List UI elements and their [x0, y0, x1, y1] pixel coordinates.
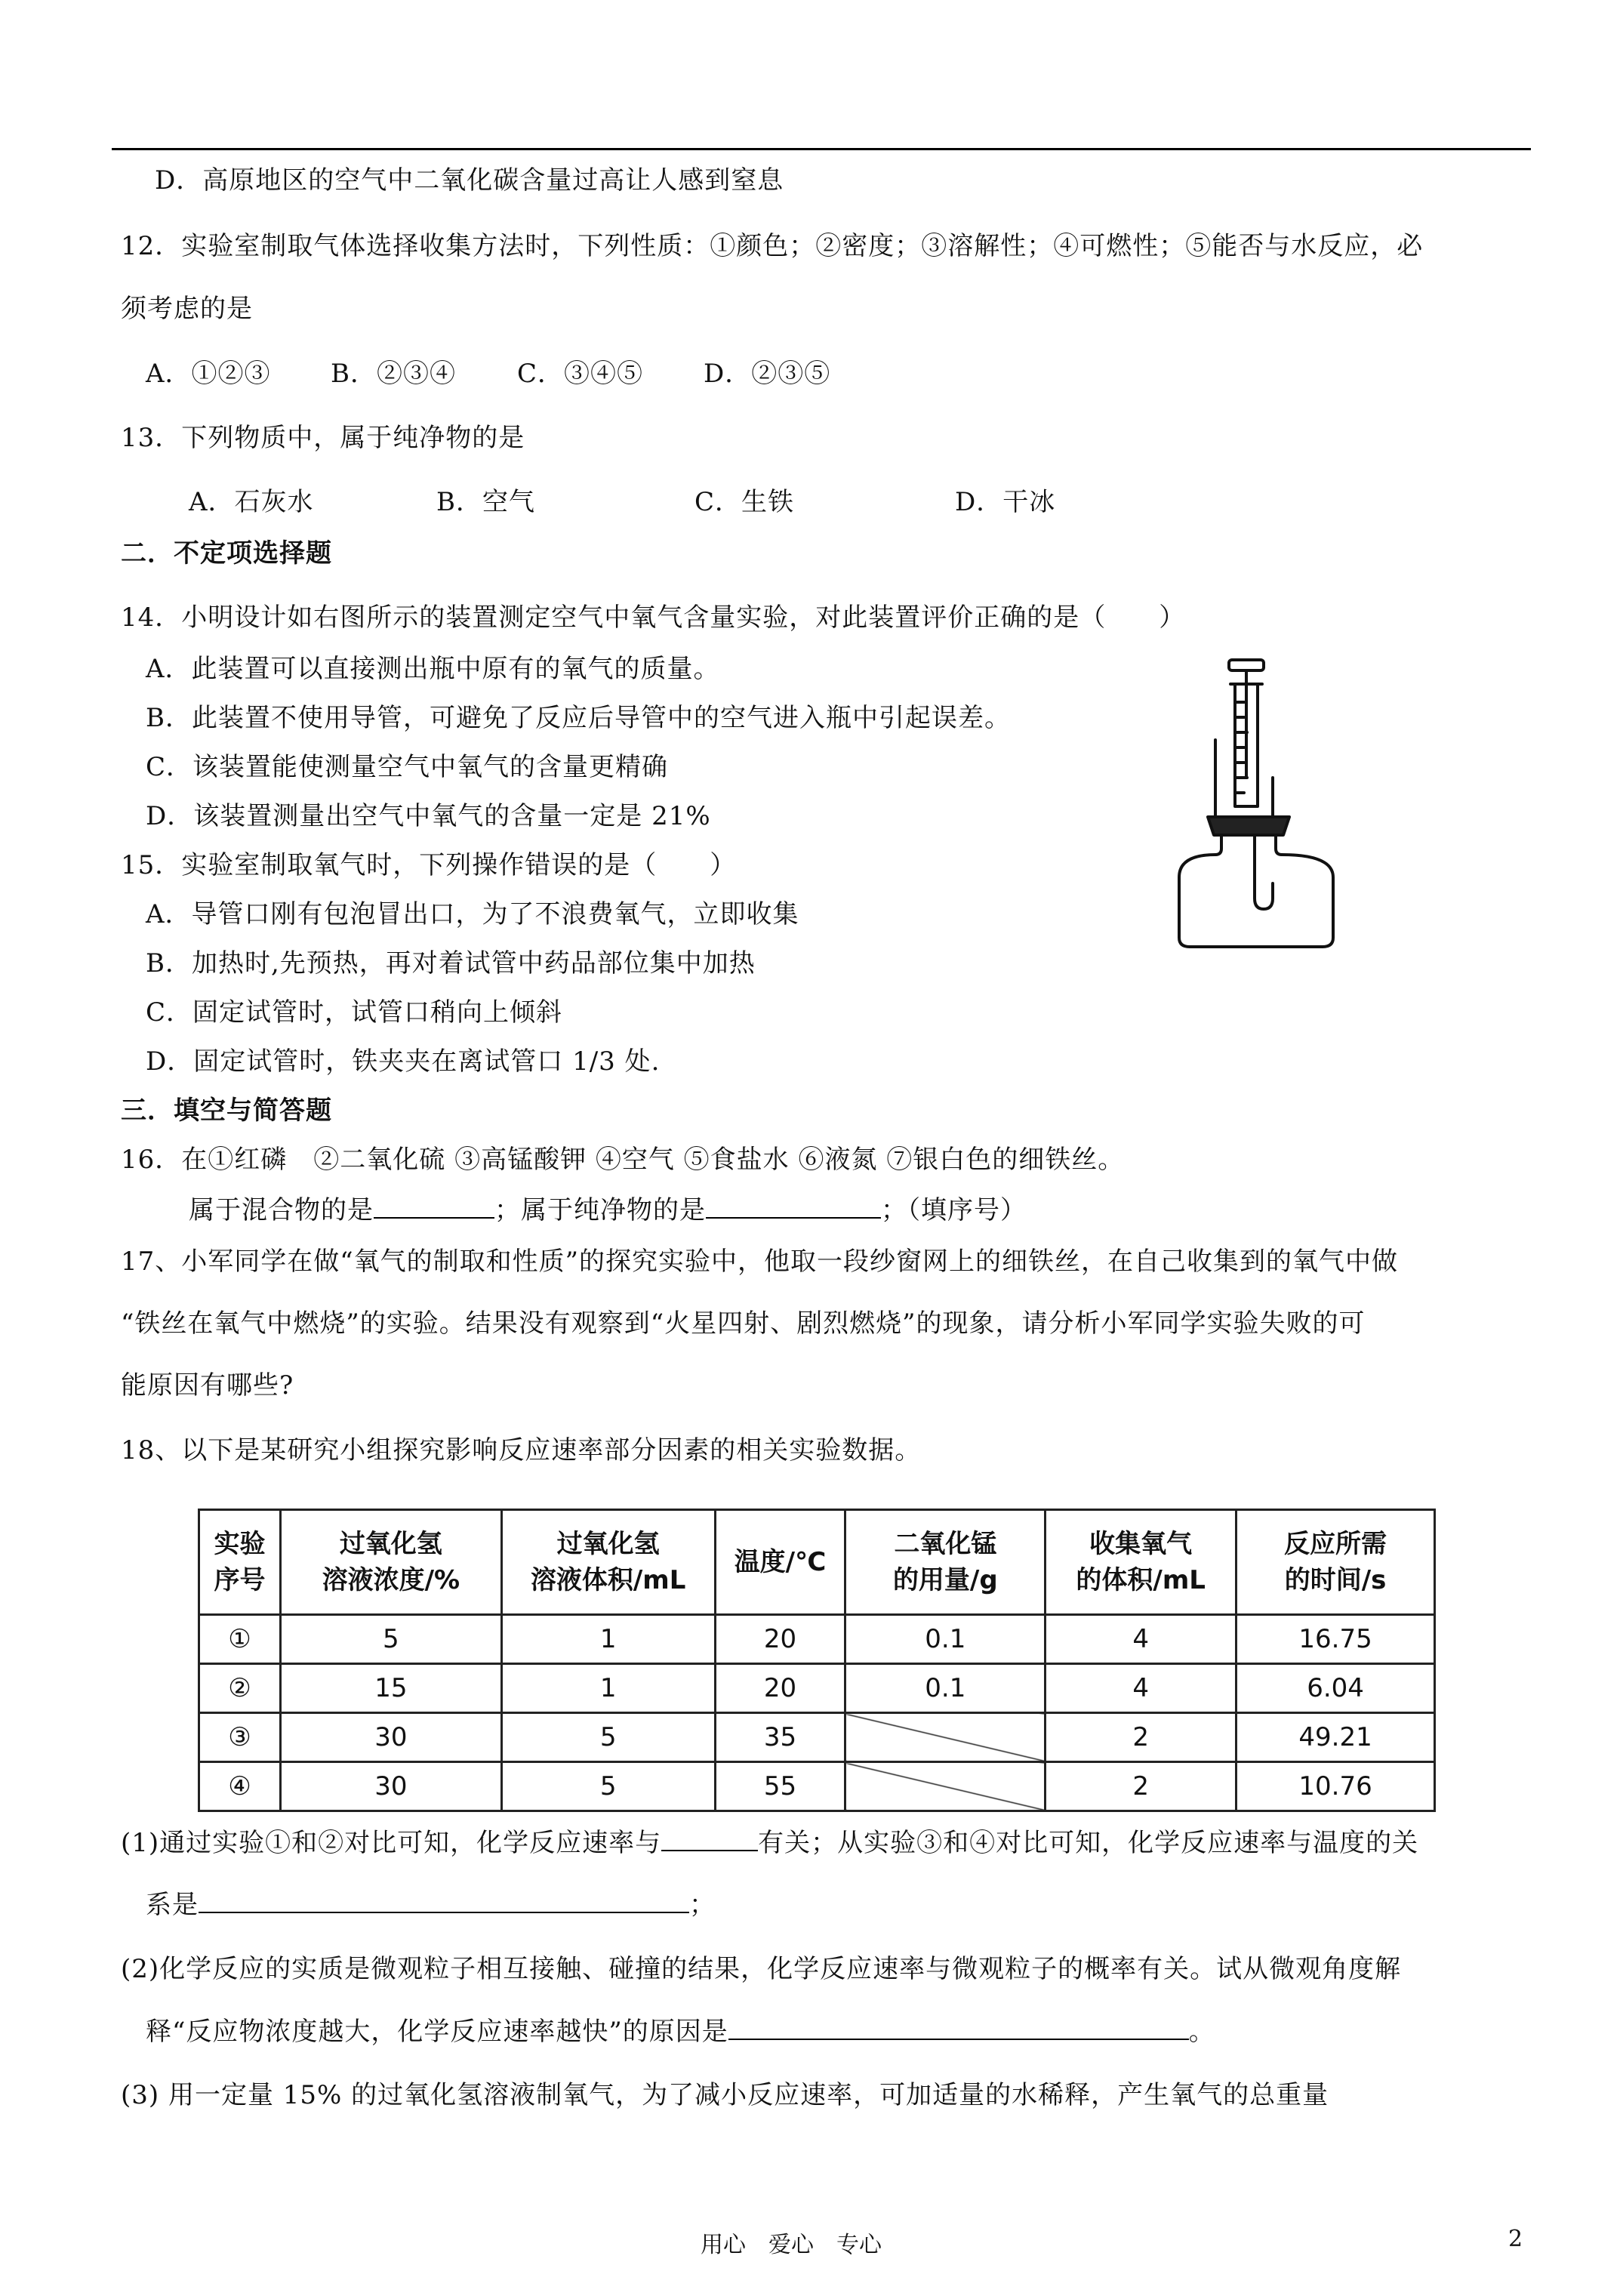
table-cell: 4	[1046, 1664, 1236, 1713]
table-cell: 30	[280, 1713, 501, 1762]
q16-mixture-blank[interactable]	[374, 1194, 494, 1219]
q18-part1-text-a: (1)通过实验①和②对比可知，化学反应速率与	[121, 1828, 662, 1858]
q16-pure-label: ；属于纯净物的是	[494, 1195, 706, 1225]
table-cell: 5	[501, 1713, 715, 1762]
table-cell: 5	[501, 1762, 715, 1811]
q18-part1-text-b: 有关；从实验③和④对比可知，化学反应速率与温度的关	[758, 1828, 1419, 1858]
q14-stem: 14．小明设计如右图所示的装置测定空气中氧气含量实验，对此装置评价正确的是（ ）	[121, 603, 1186, 633]
header-cell: 收集氧气 的体积/mL	[1046, 1510, 1236, 1615]
table-cell: 1	[501, 1615, 715, 1664]
header-cell: 过氧化氢 溶液浓度/%	[280, 1510, 501, 1615]
q17-line1: 17、小军同学在做“氧气的制取和性质”的探究实验中，他取一段纱窗网上的细铁丝，在自己收集到的氧气中做	[121, 1247, 1399, 1277]
q17-line2: “铁丝在氧气中燃烧”的实验。结果没有观察到“火星四射、剧烈燃烧”的现象，请分析小军同学实验失败的可	[121, 1308, 1366, 1339]
q12-option-a: A．①②③	[146, 359, 271, 389]
header-cell: 二氧化锰 的用量/g	[845, 1510, 1046, 1615]
q13-stem: 13．下列物质中，属于纯净物的是	[121, 423, 525, 453]
table-cell: 16.75	[1236, 1615, 1435, 1664]
q18-part1-text-d: ；	[689, 1890, 716, 1920]
experiment-data-table	[198, 1509, 1436, 1812]
header-cell: 温度/℃	[715, 1510, 845, 1615]
q13-option-b: B．空气	[436, 487, 535, 517]
q15-option-c: C．固定试管时，试管口稍向上倾斜	[146, 997, 563, 1028]
q12-option-d: D．②③⑤	[704, 359, 831, 389]
table-cell: 49.21	[1236, 1713, 1435, 1762]
q17-line3: 能原因有哪些?	[121, 1370, 294, 1401]
q18-part1-line2	[146, 1888, 716, 1922]
q18-part1-blank-factor[interactable]	[661, 1827, 758, 1851]
table-cell: 20	[715, 1615, 845, 1664]
q18-part2-text-b: 释“反应物浓度越大，化学反应速率越快”的原因是	[146, 2017, 728, 2047]
q18-part2-line1: (2)化学反应的实质是微观粒子相互接触、碰撞的结果，化学反应速率与微观粒子的概率有关。试从微观角度解	[121, 1954, 1402, 1984]
table-cell: 30	[280, 1762, 501, 1811]
header-cell: 实验 序号	[199, 1510, 281, 1615]
q18-part1-line1	[121, 1826, 1418, 1860]
header-cell: 反应所需 的时间/s	[1236, 1510, 1435, 1615]
q16-pure-blank[interactable]	[706, 1194, 881, 1219]
q18-stem: 18、以下是某研究小组探究影响反应速率部分因素的相关实验数据。	[121, 1435, 922, 1465]
q18-part1-text-c: 系是	[146, 1890, 199, 1920]
table-cell: 35	[715, 1713, 845, 1762]
header-rule	[112, 148, 1531, 150]
table-cell: ③	[199, 1713, 281, 1762]
table-cell: 2	[1046, 1762, 1236, 1811]
q14-option-b: B．此装置不使用导管，可避免了反应后导管中的空气进入瓶中引起误差。	[146, 703, 1011, 733]
table-cell: 15	[280, 1664, 501, 1713]
q16-answer-line	[189, 1193, 1027, 1228]
table-row	[199, 1762, 1435, 1811]
table-row	[199, 1664, 1435, 1713]
page-number: 2	[1508, 2226, 1523, 2252]
q16-stem: 16．在①红磷 ②二氧化硫 ③高锰酸钾 ④空气 ⑤食盐水 ⑥液氮 ⑦银白色的细铁丝。	[121, 1145, 1125, 1175]
table-cell-empty-slashed	[845, 1713, 1046, 1762]
q13-option-a: A．石灰水	[189, 487, 314, 517]
q18-part2-text-c: 。	[1188, 2017, 1215, 2047]
table-cell: ④	[199, 1762, 281, 1811]
table-cell: 20	[715, 1664, 845, 1713]
q11-option-d: D．高原地区的空气中二氧化碳含量过高让人感到窒息	[155, 165, 784, 196]
table-cell-empty-slashed	[845, 1762, 1046, 1811]
q18-part2-line2	[146, 2014, 1215, 2049]
q12-stem-line2: 须考虑的是	[121, 294, 253, 324]
table-row	[199, 1713, 1435, 1762]
table-cell: 0.1	[845, 1664, 1046, 1713]
section-3-heading: 三．填空与简答题	[121, 1096, 332, 1126]
q12-option-c: C．③④⑤	[517, 359, 644, 389]
footer-motto: 用心 爱心 专心	[701, 2232, 882, 2258]
section-2-heading: 二．不定项选择题	[121, 538, 332, 569]
table-cell: 1	[501, 1664, 715, 1713]
q14-option-d: D．该装置测量出空气中氧气的含量一定是 21%	[146, 801, 711, 831]
q13-option-c: C．生铁	[694, 487, 795, 517]
table-cell: 4	[1046, 1615, 1236, 1664]
table-cell: 10.76	[1236, 1762, 1435, 1811]
table-cell: 55	[715, 1762, 845, 1811]
q12-option-b: B．②③④	[331, 359, 456, 389]
q12-stem-line1: 12．实验室制取气体选择收集方法时，下列性质：①颜色；②密度；③溶解性；④可燃性；⑤能否与水反应，必	[121, 231, 1424, 261]
q16-mixture-label: 属于混合物的是	[189, 1195, 374, 1225]
q18-part3-line1: (3) 用一定量 15% 的过氧化氢溶液制氧气，为了减小反应速率，可加适量的水稀释，产生氧气的总重量	[121, 2080, 1329, 2110]
q14-option-a: A．此装置可以直接测出瓶中原有的氧气的质量。	[146, 654, 720, 684]
q16-suffix: ；（填序号）	[881, 1195, 1027, 1225]
q13-option-d: D．干冰	[955, 487, 1056, 517]
table-cell: 2	[1046, 1713, 1236, 1762]
q15-stem: 15．实验室制取氧气时，下列操作错误的是（ ）	[121, 850, 737, 880]
q18-part2-blank-reason[interactable]	[728, 2016, 1189, 2040]
table-header-row	[199, 1510, 1435, 1615]
table-cell: ①	[199, 1615, 281, 1664]
q14-option-c: C．该装置能使测量空气中氧气的含量更精确	[146, 752, 669, 782]
q15-option-a: A．导管口刚有包泡冒出口，为了不浪费氧气，立即收集	[146, 899, 799, 929]
table-cell: 5	[280, 1615, 501, 1664]
table-cell: 0.1	[845, 1615, 1046, 1664]
q15-option-b: B．加热时,先预热，再对着试管中药品部位集中加热	[146, 948, 756, 978]
q15-option-d: D．固定试管时，铁夹夹在离试管口 1/3 处.	[146, 1046, 661, 1077]
q18-part1-blank-relation[interactable]	[199, 1889, 689, 1913]
table-row	[199, 1615, 1435, 1664]
table-cell: ②	[199, 1664, 281, 1713]
syringe-bottle-apparatus-figure	[1163, 657, 1351, 951]
table-cell: 6.04	[1236, 1664, 1435, 1713]
header-cell: 过氧化氢 溶液体积/mL	[501, 1510, 715, 1615]
